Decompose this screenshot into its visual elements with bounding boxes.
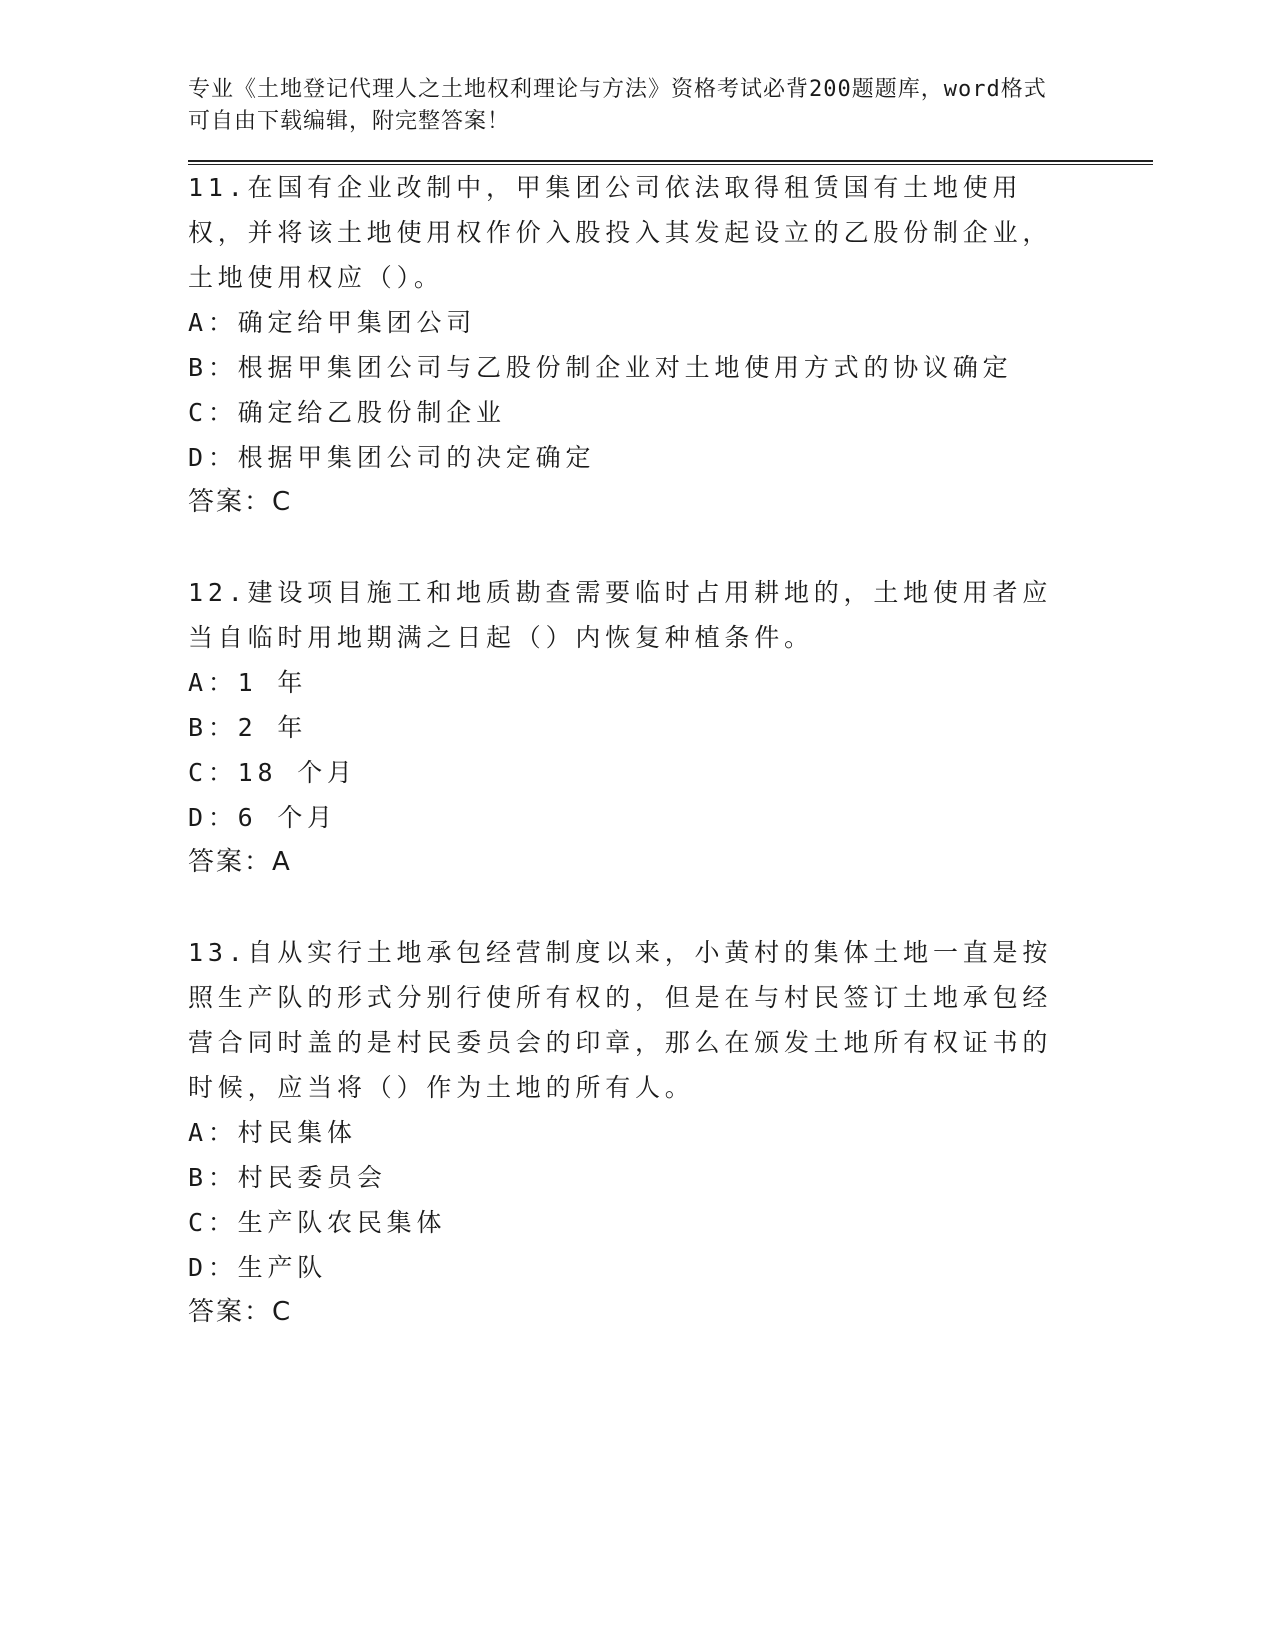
option-c: C：确定给乙股份制企业 (188, 398, 506, 427)
option-a: A：村民集体 (188, 1118, 357, 1147)
question-stem: 11.在国有企业改制中，甲集团公司依法取得租赁国有土地使用权，并将该土地使用权作价入股投入其发起设立的乙股份制企业，土地使用权应（）。 (188, 173, 1053, 292)
question-11 (188, 165, 1153, 525)
question-stem: 13.自从实行土地承包经营制度以来，小黄村的集体土地一直是按照生产队的形式分别行使所有权的，但是在与村民签订土地承包经营合同时盖的是村民委员会的印章，那么在颁发土地所有权证书的时候，应当将（）作为土地的所有人。 (188, 938, 1053, 1102)
option-b: B：2 年 (188, 713, 308, 742)
answer: 答案：A (188, 847, 292, 877)
document-header: 专业《土地登记代理人之土地权利理论与方法》资格考试必背200题题库，word格式可自由下载编辑，附完整答案！ (188, 77, 1047, 134)
question-13 (188, 930, 1153, 1335)
answer: 答案：C (188, 1297, 293, 1327)
answer: 答案：C (188, 487, 293, 517)
option-a: A：1 年 (188, 668, 308, 697)
option-d: D：6 个月 (188, 803, 337, 832)
option-c: C：18 个月 (188, 758, 357, 787)
question-12 (188, 570, 1153, 885)
document-page (188, 74, 1153, 1335)
option-d: D：生产队 (188, 1253, 328, 1282)
option-d: D：根据甲集团公司的决定确定 (188, 443, 596, 472)
option-a: A：确定给甲集团公司 (188, 308, 477, 337)
option-b: B：根据甲集团公司与乙股份制企业对土地使用方式的协议确定 (188, 353, 1013, 382)
option-c: C：生产队农民集体 (188, 1208, 447, 1237)
option-b: B：村民委员会 (188, 1163, 387, 1192)
question-stem: 12.建设项目施工和地质勘查需要临时占用耕地的，土地使用者应当自临时用地期满之日起（）内恢复种植条件。 (188, 578, 1053, 652)
